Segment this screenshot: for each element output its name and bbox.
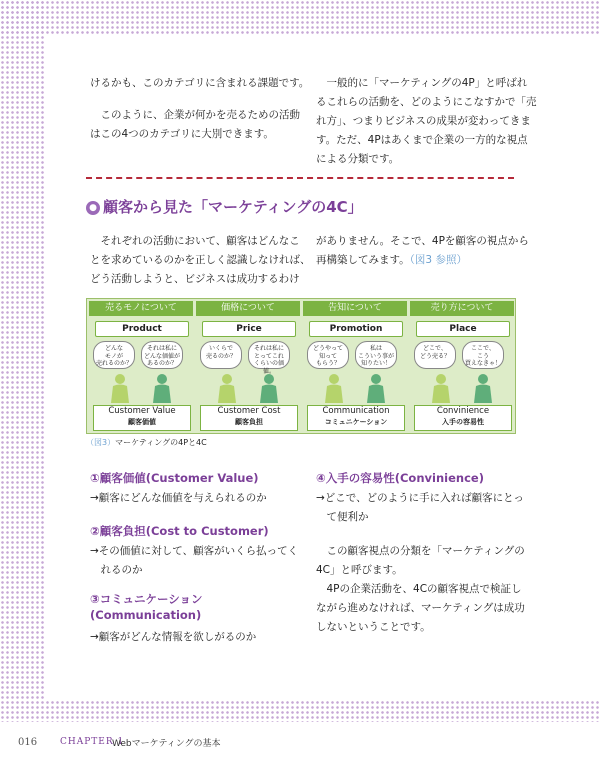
column-head: 売るモノについて xyxy=(89,301,193,316)
item-desc: →顧客にどんな価値を与えられるのか xyxy=(90,492,267,504)
text-line: この顧客視点の分類を「マーケティングの xyxy=(316,545,525,557)
figure-column-price xyxy=(196,299,300,433)
column-name: Product xyxy=(95,321,189,337)
figure-number: （図3） xyxy=(86,438,116,447)
text-line xyxy=(316,251,467,270)
item-heading-4: ④入手の容易性(Convinience) xyxy=(316,471,484,485)
text-line: れ方」、つまりビジネスの成果が変わってきま xyxy=(316,115,531,127)
company-person-icon xyxy=(216,373,238,403)
figure-column-product xyxy=(89,299,193,433)
speech-bubble-customer: それは私に とってこれ くらいの価値。 xyxy=(248,341,290,369)
speech-bubble-customer: それは私に どんな価値が あるのか？ xyxy=(141,341,183,369)
text-line: それぞれの活動において、顧客はどんなこ xyxy=(90,235,300,247)
item-desc: →その価値に対して、顧客がいくら払ってく xyxy=(90,545,299,557)
text-line: による分類です。 xyxy=(316,153,400,165)
column-foot xyxy=(93,405,191,431)
speech-bubble-customer: 私は こういう事が 知りたい！ xyxy=(355,341,397,369)
text-line: どう活動しようと、ビジネスは成功するわけ xyxy=(90,273,300,285)
text-line: がありません。そこで、4Pを顧客の視点から xyxy=(316,235,529,247)
customer-person-icon xyxy=(151,373,173,403)
column-foot xyxy=(200,405,298,431)
column-name: Promotion xyxy=(309,321,403,337)
item-desc: →顧客がどんな情報を欲しがるのか xyxy=(90,631,257,643)
speech-bubble-company: いくらで 売るのか？ xyxy=(200,341,242,369)
text-line: はこの4つのカテゴリに大別できます。 xyxy=(90,128,274,140)
speech-bubble-company: どうやって 知って もらう？ xyxy=(307,341,349,369)
figure-caption xyxy=(86,437,207,448)
column-foot xyxy=(414,405,512,431)
customer-person-icon xyxy=(258,373,280,403)
foot-title: Customer Value xyxy=(108,406,176,416)
speech-bubble-company: どんな モノが 売れるのか？ xyxy=(93,341,135,369)
column-head: 告知について xyxy=(303,301,407,316)
dot-pattern-left xyxy=(0,0,44,700)
item-desc: →どこで、どのように手に入れば顧客にとっ xyxy=(316,492,524,504)
item-heading-3: ③コミュニケーション xyxy=(90,592,203,606)
customer-person-icon xyxy=(472,373,494,403)
speech-bubble-customer: ここで、 こう 買えなきゃ！ xyxy=(462,341,504,369)
text-span: 再構築してみます。 xyxy=(316,254,410,266)
column-head: 売り方について xyxy=(410,301,514,316)
figure-column-place xyxy=(410,299,514,433)
company-person-icon xyxy=(323,373,345,403)
bullet-icon: ● xyxy=(86,201,100,215)
page-number: 016 xyxy=(18,737,38,748)
text-line: 4C」と呼びます。 xyxy=(316,564,403,576)
text-line: 一般的に「マーケティングの4P」と呼ばれ xyxy=(316,77,528,89)
section-separator xyxy=(86,177,514,179)
item-desc: て便利か xyxy=(316,511,369,523)
foot-subtitle: 入手の容易性 xyxy=(442,418,484,426)
column-head: 価格について xyxy=(196,301,300,316)
column-name: Place xyxy=(416,321,510,337)
speech-bubble-company: どこで、 どう売る？ xyxy=(414,341,456,369)
dot-pattern-top xyxy=(0,0,600,34)
customer-person-icon xyxy=(365,373,387,403)
text-line: このように、企業が何かを売るための活動 xyxy=(90,109,300,121)
text-line: す。ただ、4Pはあくまで企業の一方的な視点 xyxy=(316,134,528,146)
figure-column-promotion xyxy=(303,299,407,433)
company-person-icon xyxy=(430,373,452,403)
text-line: ながら進めなければ、マーケティングは成功 xyxy=(316,602,525,614)
text-line: 4Pの企業活動を、4Cの顧客視点で検証し xyxy=(316,583,522,595)
column-name: Price xyxy=(202,321,296,337)
foot-title: Convinience xyxy=(436,406,490,416)
foot-title: Customer Cost xyxy=(217,406,281,416)
chapter-label: CHAPTER 1 xyxy=(60,737,125,747)
dot-pattern-bottom xyxy=(0,700,600,722)
text-line: とを求めているのかを正しく認識しなければ、 xyxy=(90,254,311,266)
item-desc: れるのか xyxy=(90,564,143,576)
chapter-title: Webマーケティングの基本 xyxy=(112,739,221,749)
text-line: けるかも、このカテゴリに含まれる課題です。 xyxy=(90,77,310,89)
section-heading xyxy=(86,196,363,217)
section-title: 顧客から見た「マーケティングの4C」 xyxy=(103,198,363,216)
figure-caption-text: マーケティングの4Pと4C xyxy=(115,438,207,447)
figure-4p-4c xyxy=(86,298,516,434)
foot-title: Communication xyxy=(322,406,390,416)
figure-ref-link[interactable]: （図3 参照） xyxy=(409,254,467,266)
column-foot xyxy=(307,405,405,431)
foot-subtitle: 顧客負担 xyxy=(235,418,263,426)
item-heading-2: ②顧客負担(Cost to Customer) xyxy=(90,524,269,538)
company-person-icon xyxy=(109,373,131,403)
text-line: るこれらの活動を、どのようにこなすかで「売 xyxy=(316,96,537,108)
foot-subtitle: 顧客価値 xyxy=(128,418,156,426)
text-line: しないということです。 xyxy=(316,621,431,633)
item-heading-1: ①顧客価値(Customer Value) xyxy=(90,471,259,485)
foot-subtitle: コミュニケーション xyxy=(324,418,388,426)
item-heading-3-sub: (Communication) xyxy=(90,608,202,622)
